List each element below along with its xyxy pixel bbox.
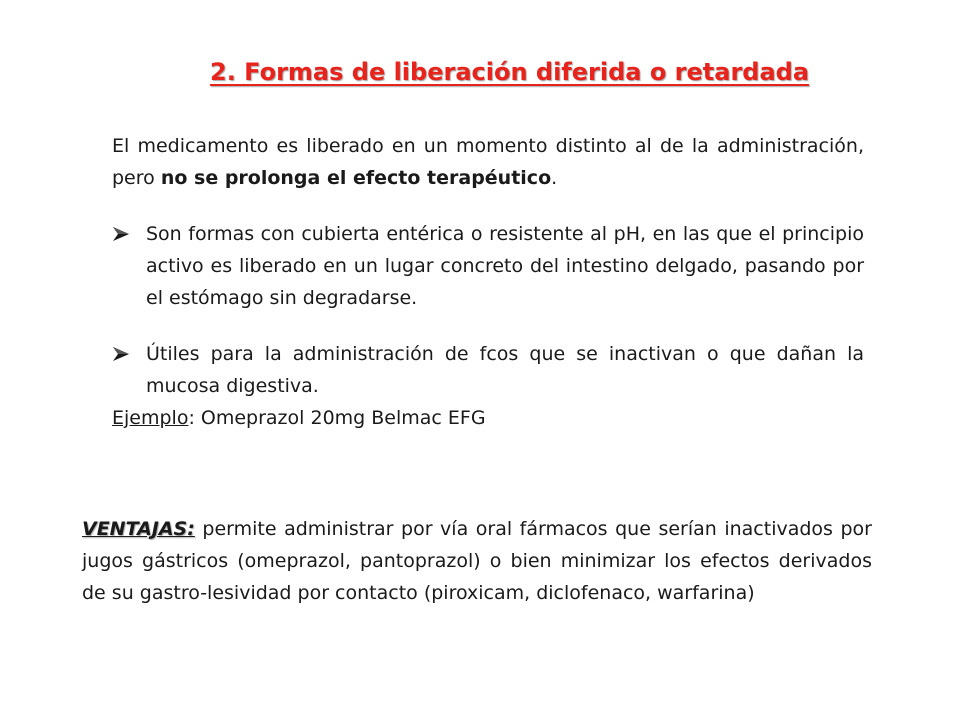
- bullet-text: Útiles para la administración de fcos que se inactivan o que dañan la mucosa digestiva.: [146, 343, 864, 397]
- intro-text: El medicamento es liberado en un momento distinto al de la administración, pero: [112, 135, 864, 189]
- example-label: Ejemplo: [112, 407, 189, 429]
- arrow-bullet-icon: [112, 218, 146, 242]
- example-text: : Omeprazol 20mg Belmac EFG: [188, 407, 486, 429]
- bullet-item: [112, 218, 864, 314]
- ventajas-label: VENTAJAS:: [82, 518, 195, 540]
- intro-bold-text: no se prolonga el efecto terapéutico: [160, 167, 552, 189]
- example-line: [112, 402, 864, 434]
- arrow-bullet-icon: [112, 338, 146, 362]
- slide-title: 2. Formas de liberación diferida o retardada: [210, 58, 810, 86]
- ventajas-text: permite administrar por vía oral fármacos que serían inactivados por jugos gástricos (omeprazol, pantoprazol) o bien minimizar los efectos derivados de su gastro-lesividad por contacto (piroxicam, diclofenaco, warfarina): [82, 518, 872, 604]
- bullet-item: [112, 338, 864, 402]
- ventajas-paragraph: [82, 513, 872, 609]
- intro-paragraph: [112, 130, 864, 194]
- main-content: [112, 130, 864, 434]
- bullet-text: Son formas con cubierta entérica o resistente al pH, en las que el principio activo es liberado en un lugar concreto del intestino delgado, pasando por el estómago sin degradarse.: [146, 223, 864, 309]
- intro-text-end: .: [551, 167, 558, 189]
